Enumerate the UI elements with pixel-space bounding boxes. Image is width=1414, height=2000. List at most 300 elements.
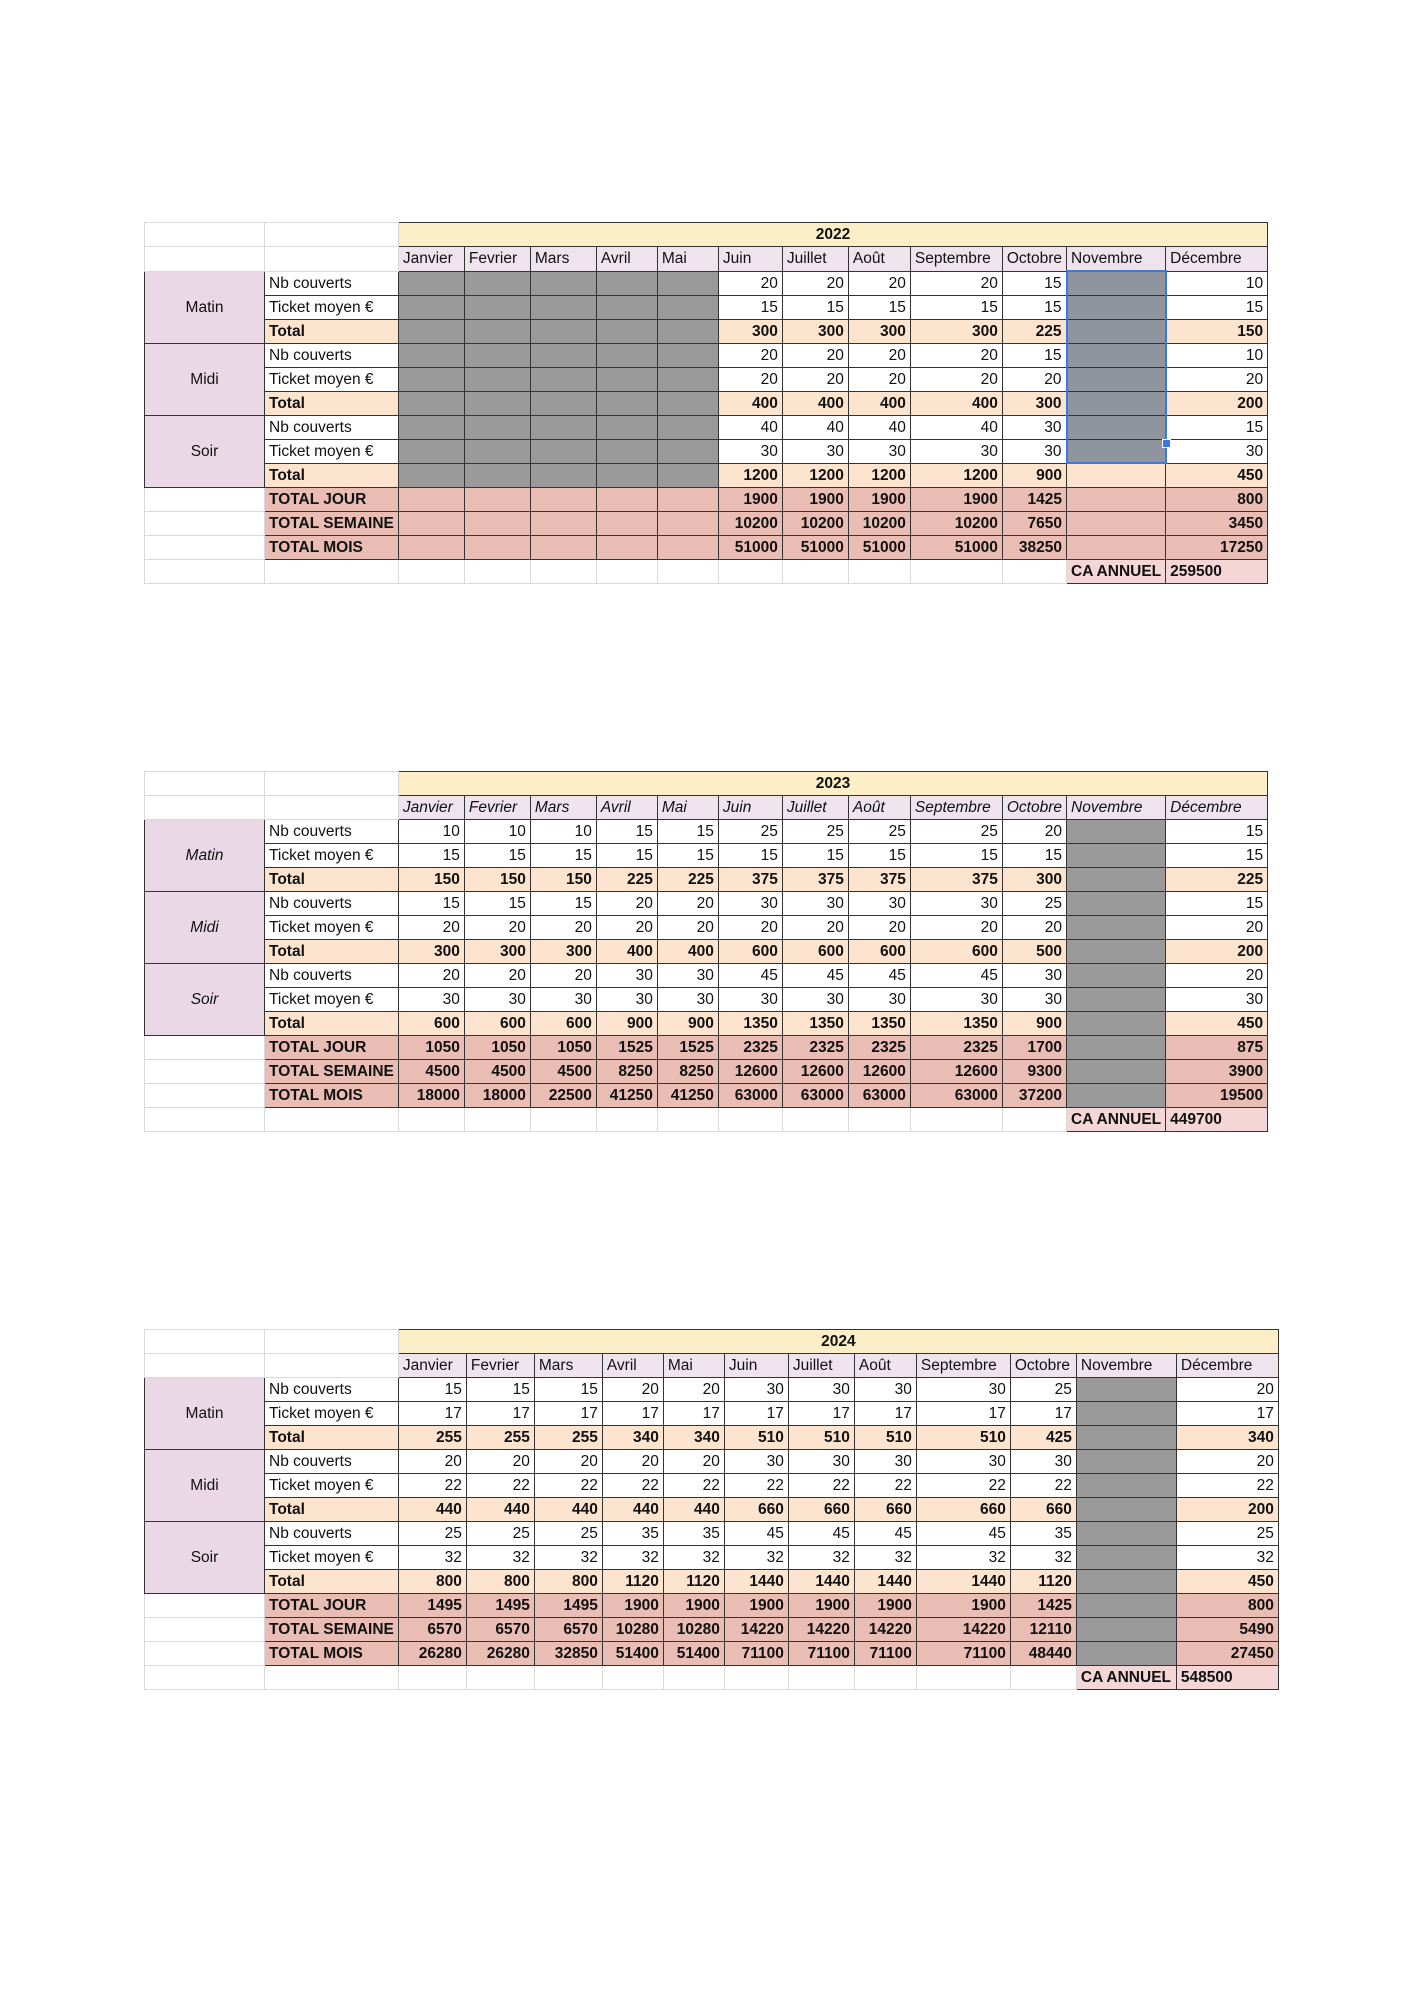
cell-total-semaine[interactable]: 8250 — [657, 1060, 718, 1084]
cell-matin-total[interactable]: 255 — [398, 1426, 466, 1450]
cell-total-jour[interactable]: 1050 — [464, 1036, 530, 1060]
cell-matin-nb[interactable]: 10 — [1166, 271, 1268, 295]
empty-cell[interactable] — [724, 1666, 788, 1690]
cell-total-semaine[interactable] — [1067, 1060, 1166, 1084]
empty-cell[interactable] — [145, 487, 265, 511]
empty-cell[interactable] — [145, 1330, 265, 1354]
cell-total-jour[interactable]: 2325 — [718, 1036, 782, 1060]
cell-matin-ticket[interactable]: 17 — [602, 1402, 663, 1426]
cell-matin-ticket[interactable]: 15 — [1166, 844, 1268, 868]
cell-soir-nb[interactable]: 40 — [782, 415, 848, 439]
cell-matin-ticket[interactable]: 17 — [1010, 1402, 1076, 1426]
cell-total-jour[interactable]: 2325 — [848, 1036, 910, 1060]
cell-midi-total[interactable]: 200 — [1176, 1498, 1278, 1522]
empty-cell[interactable] — [718, 1108, 782, 1132]
cell-midi-total[interactable]: 660 — [724, 1498, 788, 1522]
row-label[interactable]: Ticket moyen € — [265, 1546, 399, 1570]
month-header[interactable]: Janvier — [398, 796, 464, 820]
cell-matin-total[interactable]: 255 — [534, 1426, 602, 1450]
month-header[interactable]: Fevrier — [466, 1354, 534, 1378]
cell-total-semaine[interactable]: 14220 — [788, 1618, 854, 1642]
month-header[interactable]: Octobre — [1010, 1354, 1076, 1378]
cell-soir-nb[interactable] — [596, 415, 657, 439]
cell-soir-nb[interactable]: 35 — [1010, 1522, 1076, 1546]
cell-soir-ticket[interactable]: 30 — [530, 988, 596, 1012]
cell-matin-total[interactable]: 375 — [910, 868, 1002, 892]
cell-total-mois[interactable]: 32850 — [534, 1642, 602, 1666]
cell-matin-total[interactable]: 255 — [466, 1426, 534, 1450]
month-header[interactable]: Août — [848, 796, 910, 820]
row-label[interactable]: Nb couverts — [265, 1450, 399, 1474]
row-label[interactable]: TOTAL SEMAINE — [265, 1618, 399, 1642]
cell-midi-nb[interactable]: 15 — [398, 892, 464, 916]
cell-midi-ticket[interactable]: 22 — [663, 1474, 724, 1498]
cell-midi-nb[interactable]: 15 — [1002, 343, 1066, 367]
cell-soir-nb[interactable]: 25 — [466, 1522, 534, 1546]
row-label[interactable]: Nb couverts — [265, 964, 399, 988]
cell-matin-total[interactable]: 340 — [602, 1426, 663, 1450]
cell-soir-ticket[interactable]: 30 — [596, 988, 657, 1012]
cell-matin-total[interactable]: 225 — [1002, 319, 1066, 343]
cell-soir-nb[interactable] — [1067, 415, 1166, 439]
cell-total-mois[interactable]: 48440 — [1010, 1642, 1076, 1666]
cell-midi-ticket[interactable]: 20 — [530, 916, 596, 940]
cell-midi-total[interactable]: 400 — [910, 391, 1002, 415]
cell-matin-ticket[interactable]: 15 — [718, 844, 782, 868]
cell-matin-nb[interactable] — [398, 271, 464, 295]
cell-matin-total[interactable]: 300 — [718, 319, 782, 343]
cell-matin-ticket[interactable] — [1067, 844, 1166, 868]
row-label[interactable]: TOTAL JOUR — [265, 1594, 399, 1618]
year-header[interactable]: 2024 — [398, 1330, 1278, 1354]
cell-matin-nb[interactable] — [1067, 271, 1166, 295]
slot-label[interactable]: Midi — [145, 1450, 265, 1522]
month-header[interactable]: Novembre — [1076, 1354, 1176, 1378]
empty-cell[interactable] — [782, 1108, 848, 1132]
cell-matin-nb[interactable]: 15 — [596, 820, 657, 844]
slot-label[interactable]: Midi — [145, 892, 265, 964]
cell-total-semaine[interactable]: 5490 — [1176, 1618, 1278, 1642]
cell-matin-total[interactable] — [464, 319, 530, 343]
empty-cell[interactable] — [848, 1108, 910, 1132]
cell-midi-ticket[interactable] — [1076, 1474, 1176, 1498]
cell-total-jour[interactable]: 1425 — [1002, 487, 1066, 511]
cell-soir-ticket[interactable]: 30 — [464, 988, 530, 1012]
empty-cell[interactable] — [534, 1666, 602, 1690]
cell-matin-ticket[interactable]: 15 — [848, 295, 910, 319]
cell-midi-total[interactable]: 200 — [1166, 391, 1268, 415]
ca-annuel-value[interactable]: 548500 — [1176, 1666, 1278, 1690]
cell-matin-total[interactable]: 300 — [782, 319, 848, 343]
empty-cell[interactable] — [265, 559, 399, 583]
empty-cell[interactable] — [718, 559, 782, 583]
cell-matin-nb[interactable]: 30 — [854, 1378, 916, 1402]
cell-midi-ticket[interactable]: 22 — [916, 1474, 1010, 1498]
cell-soir-total[interactable]: 900 — [1002, 1012, 1066, 1036]
cell-matin-nb[interactable]: 20 — [782, 271, 848, 295]
cell-matin-ticket[interactable]: 15 — [910, 295, 1002, 319]
cell-midi-total[interactable]: 660 — [788, 1498, 854, 1522]
empty-cell[interactable] — [464, 1108, 530, 1132]
cell-total-semaine[interactable]: 12600 — [910, 1060, 1002, 1084]
year-header[interactable]: 2023 — [398, 772, 1267, 796]
cell-total-jour[interactable]: 1900 — [916, 1594, 1010, 1618]
cell-midi-nb[interactable]: 20 — [910, 343, 1002, 367]
row-label[interactable]: Total — [265, 940, 399, 964]
cell-total-mois[interactable] — [1076, 1642, 1176, 1666]
cell-total-jour[interactable]: 1900 — [910, 487, 1002, 511]
month-header[interactable]: Octobre — [1002, 796, 1066, 820]
cell-total-semaine[interactable]: 10200 — [910, 511, 1002, 535]
cell-total-jour[interactable]: 2325 — [910, 1036, 1002, 1060]
cell-soir-ticket[interactable]: 32 — [916, 1546, 1010, 1570]
cell-soir-total[interactable]: 800 — [398, 1570, 466, 1594]
cell-matin-total[interactable]: 225 — [1166, 868, 1268, 892]
empty-cell[interactable] — [466, 1666, 534, 1690]
cell-midi-ticket[interactable]: 20 — [718, 916, 782, 940]
cell-soir-ticket[interactable]: 30 — [718, 439, 782, 463]
cell-midi-nb[interactable]: 20 — [663, 1450, 724, 1474]
cell-matin-total[interactable]: 510 — [724, 1426, 788, 1450]
month-header[interactable]: Janvier — [398, 247, 464, 272]
month-header[interactable]: Mars — [534, 1354, 602, 1378]
cell-total-jour[interactable]: 1900 — [854, 1594, 916, 1618]
cell-midi-ticket[interactable]: 20 — [910, 916, 1002, 940]
cell-matin-ticket[interactable] — [398, 295, 464, 319]
cell-soir-total[interactable]: 1120 — [602, 1570, 663, 1594]
cell-midi-nb[interactable]: 20 — [596, 892, 657, 916]
month-header[interactable]: Juillet — [782, 796, 848, 820]
cell-midi-nb[interactable] — [530, 343, 596, 367]
empty-cell[interactable] — [916, 1666, 1010, 1690]
empty-cell[interactable] — [530, 1108, 596, 1132]
cell-total-mois[interactable] — [1067, 1084, 1166, 1108]
cell-soir-total[interactable]: 1350 — [782, 1012, 848, 1036]
cell-matin-ticket[interactable]: 17 — [466, 1402, 534, 1426]
cell-total-jour[interactable]: 1900 — [724, 1594, 788, 1618]
cell-soir-nb[interactable]: 45 — [910, 964, 1002, 988]
cell-matin-ticket[interactable]: 17 — [534, 1402, 602, 1426]
row-label[interactable]: Total — [265, 1570, 399, 1594]
cell-midi-total[interactable]: 440 — [534, 1498, 602, 1522]
cell-matin-ticket[interactable]: 15 — [1166, 295, 1268, 319]
cell-total-semaine[interactable]: 10280 — [602, 1618, 663, 1642]
cell-total-mois[interactable]: 37200 — [1002, 1084, 1066, 1108]
cell-total-semaine[interactable] — [1067, 511, 1166, 535]
cell-matin-ticket[interactable]: 15 — [657, 844, 718, 868]
cell-midi-ticket[interactable]: 20 — [1002, 367, 1066, 391]
cell-soir-ticket[interactable] — [596, 439, 657, 463]
row-label[interactable]: Nb couverts — [265, 892, 399, 916]
empty-cell[interactable] — [788, 1666, 854, 1690]
cell-soir-nb[interactable]: 45 — [782, 964, 848, 988]
cell-matin-ticket[interactable] — [657, 295, 718, 319]
cell-midi-ticket[interactable]: 22 — [1010, 1474, 1076, 1498]
cell-soir-total[interactable]: 800 — [534, 1570, 602, 1594]
cell-matin-total[interactable]: 150 — [398, 868, 464, 892]
cell-midi-ticket[interactable] — [1067, 916, 1166, 940]
cell-total-jour[interactable]: 1495 — [398, 1594, 466, 1618]
cell-total-mois[interactable]: 51400 — [663, 1642, 724, 1666]
ca-annuel-label[interactable]: CA ANNUEL — [1067, 559, 1166, 583]
cell-total-mois[interactable]: 71100 — [788, 1642, 854, 1666]
cell-matin-nb[interactable]: 20 — [718, 271, 782, 295]
cell-soir-nb[interactable]: 45 — [788, 1522, 854, 1546]
cell-total-semaine[interactable]: 10200 — [848, 511, 910, 535]
cell-midi-ticket[interactable]: 22 — [788, 1474, 854, 1498]
slot-label[interactable]: Matin — [145, 271, 265, 343]
cell-midi-total[interactable] — [464, 391, 530, 415]
cell-soir-total[interactable]: 1120 — [1010, 1570, 1076, 1594]
cell-midi-ticket[interactable]: 22 — [1176, 1474, 1278, 1498]
month-header[interactable]: Fevrier — [464, 247, 530, 272]
cell-matin-ticket[interactable]: 17 — [854, 1402, 916, 1426]
cell-midi-total[interactable] — [1067, 391, 1166, 415]
month-header[interactable]: Juillet — [788, 1354, 854, 1378]
cell-total-semaine[interactable]: 14220 — [724, 1618, 788, 1642]
cell-matin-total[interactable]: 375 — [782, 868, 848, 892]
month-header[interactable]: Décembre — [1166, 247, 1268, 272]
cell-midi-ticket[interactable]: 20 — [398, 916, 464, 940]
month-header[interactable]: Novembre — [1067, 247, 1166, 272]
empty-cell[interactable] — [1002, 1108, 1066, 1132]
slot-label[interactable]: Matin — [145, 1378, 265, 1450]
cell-midi-ticket[interactable]: 22 — [602, 1474, 663, 1498]
month-header[interactable]: Avril — [596, 247, 657, 272]
cell-soir-total[interactable]: 1350 — [718, 1012, 782, 1036]
cell-total-mois[interactable] — [1067, 535, 1166, 559]
cell-soir-nb[interactable]: 35 — [602, 1522, 663, 1546]
cell-soir-total[interactable] — [596, 463, 657, 487]
cell-midi-ticket[interactable]: 22 — [398, 1474, 466, 1498]
cell-soir-total[interactable]: 1200 — [782, 463, 848, 487]
month-header[interactable]: Juin — [718, 796, 782, 820]
cell-midi-nb[interactable]: 15 — [530, 892, 596, 916]
month-header[interactable]: Décembre — [1176, 1354, 1278, 1378]
cell-matin-total[interactable]: 510 — [788, 1426, 854, 1450]
cell-matin-ticket[interactable]: 17 — [724, 1402, 788, 1426]
cell-soir-total[interactable]: 450 — [1176, 1570, 1278, 1594]
row-label[interactable]: Ticket moyen € — [265, 988, 399, 1012]
cell-matin-ticket[interactable]: 15 — [398, 844, 464, 868]
cell-soir-nb[interactable]: 20 — [464, 964, 530, 988]
cell-total-semaine[interactable]: 3900 — [1166, 1060, 1268, 1084]
cell-matin-total[interactable] — [1067, 319, 1166, 343]
cell-soir-ticket[interactable]: 32 — [466, 1546, 534, 1570]
month-header[interactable]: Avril — [596, 796, 657, 820]
cell-midi-ticket[interactable]: 20 — [1166, 367, 1268, 391]
cell-midi-nb[interactable]: 20 — [848, 343, 910, 367]
cell-matin-ticket[interactable] — [1076, 1402, 1176, 1426]
cell-midi-ticket[interactable] — [596, 367, 657, 391]
cell-soir-ticket[interactable]: 30 — [1166, 439, 1268, 463]
cell-matin-ticket[interactable]: 15 — [848, 844, 910, 868]
cell-matin-nb[interactable]: 25 — [718, 820, 782, 844]
cell-soir-nb[interactable]: 45 — [854, 1522, 916, 1546]
cell-total-semaine[interactable]: 6570 — [466, 1618, 534, 1642]
cell-soir-nb[interactable]: 20 — [530, 964, 596, 988]
empty-cell[interactable] — [265, 796, 399, 820]
slot-label[interactable]: Soir — [145, 415, 265, 487]
cell-soir-total[interactable]: 1200 — [848, 463, 910, 487]
cell-total-mois[interactable]: 51000 — [782, 535, 848, 559]
cell-soir-total[interactable]: 1440 — [916, 1570, 1010, 1594]
cell-midi-nb[interactable]: 25 — [1002, 892, 1066, 916]
empty-cell[interactable] — [464, 559, 530, 583]
cell-soir-nb[interactable]: 45 — [916, 1522, 1010, 1546]
row-label[interactable]: Ticket moyen € — [265, 844, 399, 868]
cell-matin-nb[interactable]: 10 — [398, 820, 464, 844]
row-label[interactable]: Total — [265, 319, 399, 343]
cell-total-mois[interactable]: 51000 — [848, 535, 910, 559]
cell-midi-total[interactable]: 660 — [1010, 1498, 1076, 1522]
cell-total-mois[interactable] — [530, 535, 596, 559]
cell-matin-ticket[interactable] — [596, 295, 657, 319]
cell-matin-nb[interactable]: 15 — [1166, 820, 1268, 844]
cell-matin-nb[interactable]: 20 — [910, 271, 1002, 295]
cell-midi-total[interactable]: 300 — [1002, 391, 1066, 415]
cell-soir-nb[interactable]: 35 — [663, 1522, 724, 1546]
cell-soir-total[interactable]: 1200 — [910, 463, 1002, 487]
month-header[interactable]: Août — [854, 1354, 916, 1378]
cell-total-semaine[interactable] — [657, 511, 718, 535]
cell-total-jour[interactable] — [657, 487, 718, 511]
cell-total-jour[interactable]: 875 — [1166, 1036, 1268, 1060]
row-label[interactable]: Nb couverts — [265, 820, 399, 844]
cell-matin-ticket[interactable]: 15 — [910, 844, 1002, 868]
row-label[interactable]: Total — [265, 1012, 399, 1036]
empty-cell[interactable] — [145, 511, 265, 535]
row-label[interactable]: Total — [265, 391, 399, 415]
month-header[interactable]: Juillet — [782, 247, 848, 272]
cell-midi-total[interactable]: 440 — [398, 1498, 466, 1522]
cell-midi-total[interactable] — [398, 391, 464, 415]
cell-midi-total[interactable]: 600 — [718, 940, 782, 964]
cell-total-mois[interactable]: 63000 — [718, 1084, 782, 1108]
empty-cell[interactable] — [145, 1666, 265, 1690]
cell-total-jour[interactable]: 1900 — [782, 487, 848, 511]
cell-total-jour[interactable]: 1900 — [663, 1594, 724, 1618]
cell-total-mois[interactable]: 17250 — [1166, 535, 1268, 559]
cell-soir-nb[interactable] — [464, 415, 530, 439]
cell-soir-ticket[interactable]: 32 — [1010, 1546, 1076, 1570]
empty-cell[interactable] — [265, 1354, 399, 1378]
cell-total-jour[interactable]: 2325 — [782, 1036, 848, 1060]
cell-midi-ticket[interactable]: 20 — [910, 367, 1002, 391]
cell-matin-ticket[interactable]: 15 — [782, 844, 848, 868]
cell-matin-total[interactable]: 510 — [916, 1426, 1010, 1450]
empty-cell[interactable] — [657, 1108, 718, 1132]
cell-midi-ticket[interactable] — [657, 367, 718, 391]
cell-soir-ticket[interactable]: 32 — [534, 1546, 602, 1570]
month-header[interactable]: Août — [848, 247, 910, 272]
empty-cell[interactable] — [145, 1594, 265, 1618]
cell-matin-nb[interactable]: 15 — [534, 1378, 602, 1402]
cell-soir-total[interactable]: 900 — [1002, 463, 1066, 487]
empty-cell[interactable] — [145, 1036, 265, 1060]
row-label[interactable]: TOTAL MOIS — [265, 535, 399, 559]
cell-total-jour[interactable]: 1495 — [534, 1594, 602, 1618]
cell-soir-ticket[interactable] — [398, 439, 464, 463]
month-header[interactable]: Janvier — [398, 1354, 466, 1378]
cell-soir-ticket[interactable]: 30 — [398, 988, 464, 1012]
cell-soir-ticket[interactable] — [530, 439, 596, 463]
cell-total-semaine[interactable] — [464, 511, 530, 535]
cell-total-jour[interactable] — [1067, 487, 1166, 511]
cell-soir-ticket[interactable]: 30 — [782, 988, 848, 1012]
month-header[interactable]: Novembre — [1067, 796, 1166, 820]
row-label[interactable]: Ticket moyen € — [265, 439, 399, 463]
cell-midi-ticket[interactable]: 22 — [724, 1474, 788, 1498]
cell-midi-nb[interactable]: 30 — [782, 892, 848, 916]
cell-midi-total[interactable]: 660 — [916, 1498, 1010, 1522]
cell-soir-total[interactable]: 1120 — [663, 1570, 724, 1594]
cell-total-semaine[interactable]: 14220 — [916, 1618, 1010, 1642]
empty-cell[interactable] — [145, 1618, 265, 1642]
cell-soir-ticket[interactable]: 32 — [602, 1546, 663, 1570]
row-label[interactable]: Total — [265, 868, 399, 892]
cell-midi-total[interactable]: 400 — [848, 391, 910, 415]
cell-total-semaine[interactable]: 4500 — [398, 1060, 464, 1084]
month-header[interactable]: Septembre — [910, 247, 1002, 272]
cell-matin-nb[interactable] — [657, 271, 718, 295]
empty-cell[interactable] — [1002, 559, 1066, 583]
cell-soir-total[interactable] — [1076, 1570, 1176, 1594]
empty-cell[interactable] — [602, 1666, 663, 1690]
cell-midi-nb[interactable]: 30 — [916, 1450, 1010, 1474]
cell-total-semaine[interactable] — [1076, 1618, 1176, 1642]
cell-total-mois[interactable] — [464, 535, 530, 559]
month-header[interactable]: Fevrier — [464, 796, 530, 820]
cell-total-semaine[interactable] — [596, 511, 657, 535]
cell-midi-total[interactable]: 400 — [657, 940, 718, 964]
month-header[interactable]: Mars — [530, 796, 596, 820]
cell-soir-total[interactable] — [1067, 463, 1166, 487]
cell-matin-ticket[interactable] — [464, 295, 530, 319]
cell-midi-ticket[interactable]: 20 — [848, 916, 910, 940]
cell-soir-nb[interactable]: 45 — [718, 964, 782, 988]
cell-soir-nb[interactable]: 30 — [1002, 964, 1066, 988]
cell-midi-total[interactable]: 300 — [398, 940, 464, 964]
row-label[interactable]: Total — [265, 463, 399, 487]
month-header[interactable]: Décembre — [1166, 796, 1268, 820]
cell-matin-total[interactable]: 300 — [1002, 868, 1066, 892]
cell-midi-total[interactable]: 500 — [1002, 940, 1066, 964]
cell-soir-total[interactable]: 1440 — [854, 1570, 916, 1594]
cell-midi-nb[interactable] — [1067, 892, 1166, 916]
cell-soir-ticket[interactable]: 30 — [718, 988, 782, 1012]
empty-cell[interactable] — [910, 1108, 1002, 1132]
cell-total-mois[interactable] — [398, 535, 464, 559]
cell-matin-nb[interactable] — [1067, 820, 1166, 844]
cell-soir-total[interactable]: 1440 — [724, 1570, 788, 1594]
empty-cell[interactable] — [596, 1108, 657, 1132]
empty-cell[interactable] — [854, 1666, 916, 1690]
row-label[interactable]: Nb couverts — [265, 271, 399, 295]
cell-soir-ticket[interactable]: 30 — [782, 439, 848, 463]
cell-matin-nb[interactable]: 20 — [1002, 820, 1066, 844]
cell-soir-total[interactable] — [398, 463, 464, 487]
cell-midi-ticket[interactable]: 20 — [1166, 916, 1268, 940]
cell-total-mois[interactable]: 18000 — [464, 1084, 530, 1108]
cell-midi-ticket[interactable]: 20 — [596, 916, 657, 940]
cell-midi-nb[interactable]: 30 — [724, 1450, 788, 1474]
row-label[interactable]: Nb couverts — [265, 415, 399, 439]
cell-matin-ticket[interactable]: 15 — [782, 295, 848, 319]
empty-cell[interactable] — [398, 559, 464, 583]
cell-midi-nb[interactable]: 20 — [602, 1450, 663, 1474]
cell-midi-total[interactable] — [596, 391, 657, 415]
